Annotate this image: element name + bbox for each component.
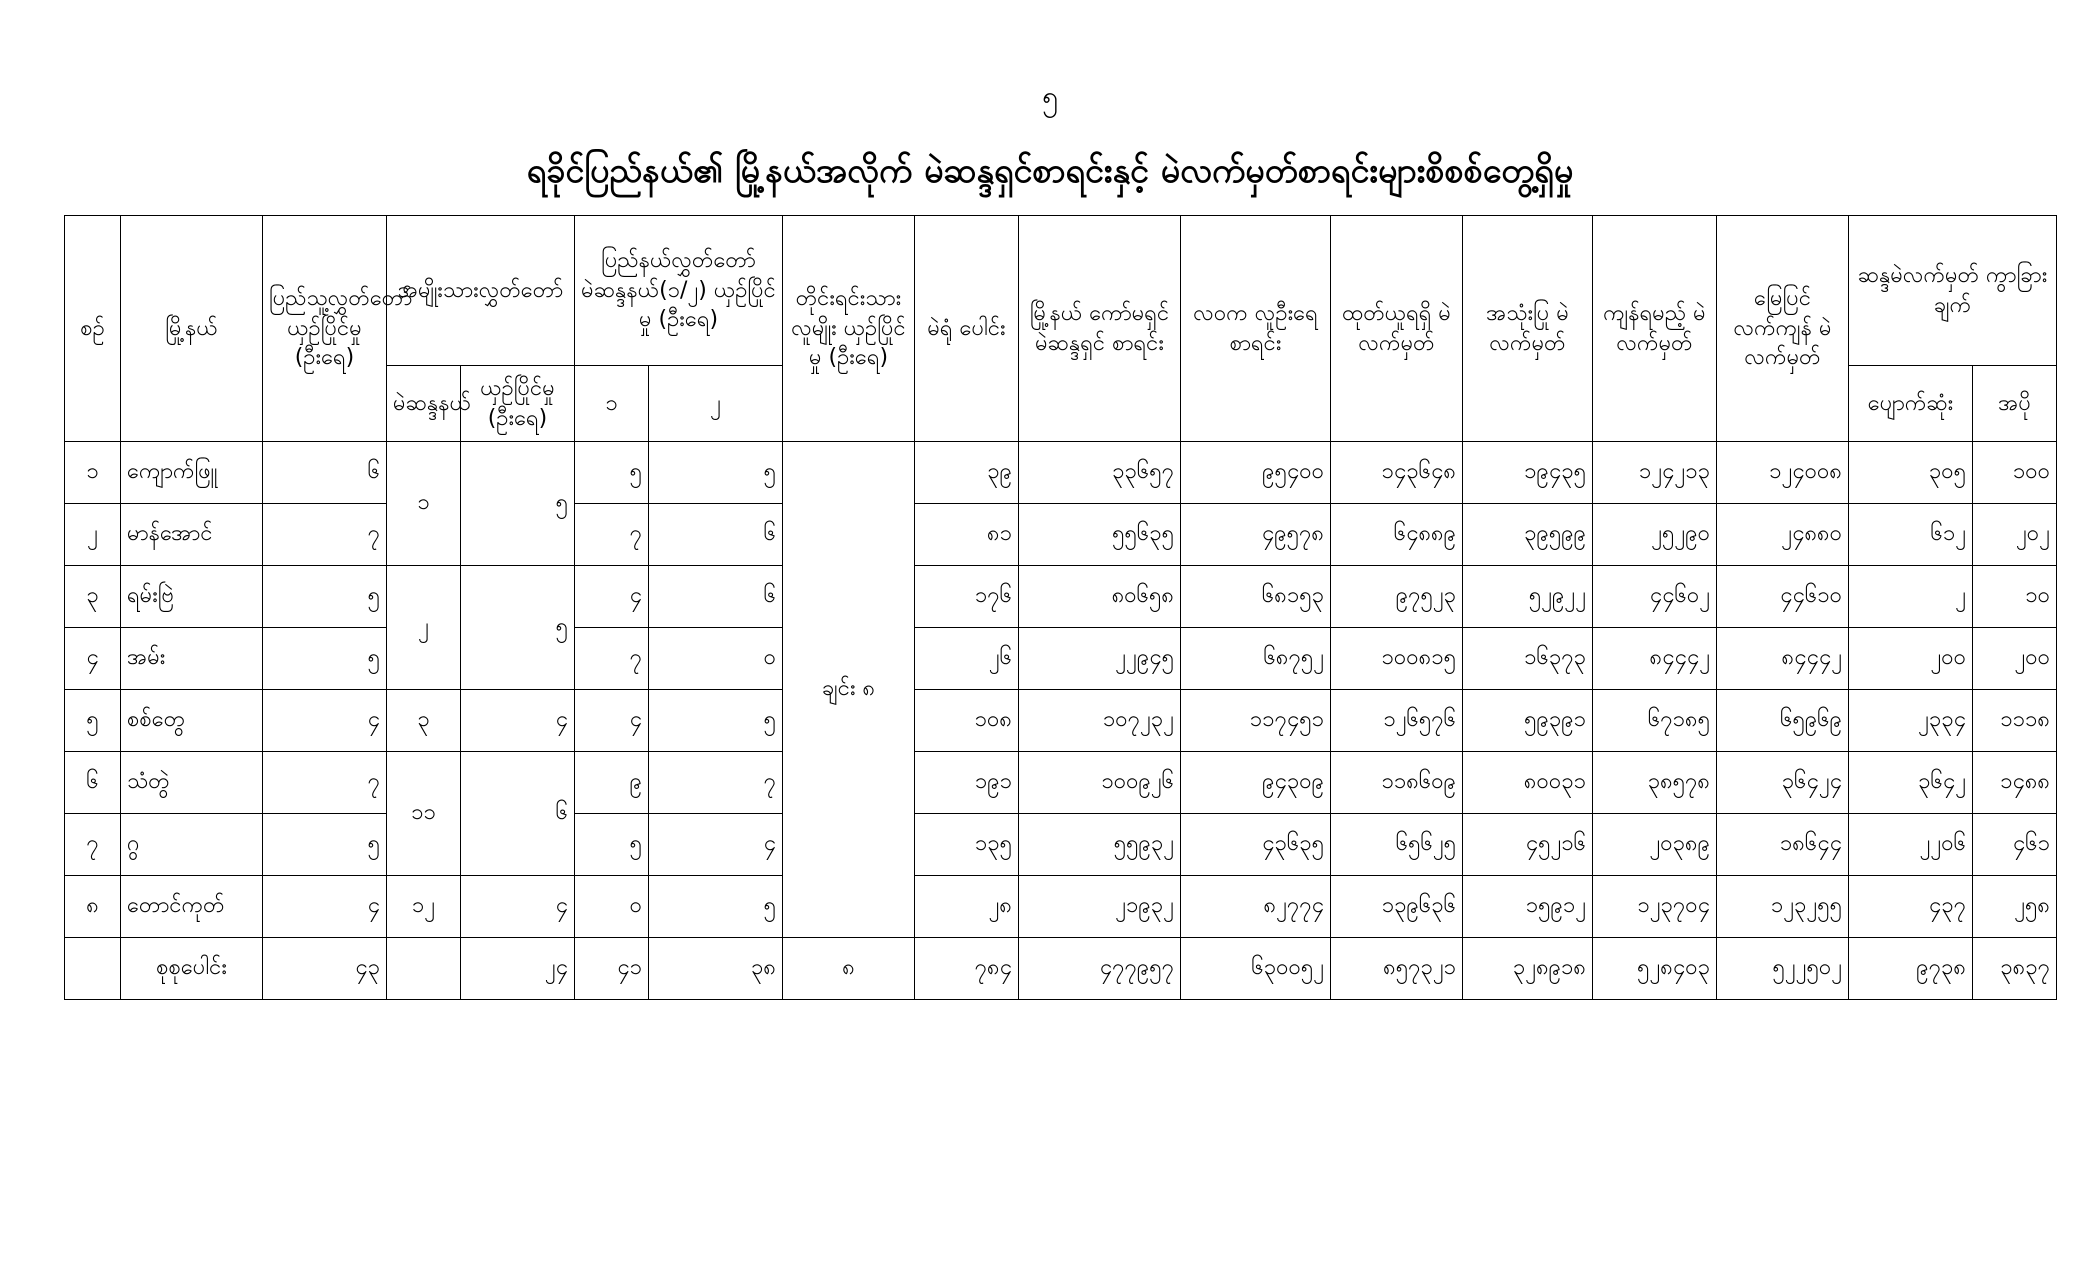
table-row (65, 690, 2057, 752)
table-row (65, 752, 2057, 814)
header-ethnic: တိုင်းရင်းသား လူမျိုး ယှဉ်ပြိုင်မှု (ဦးရေ) (783, 216, 915, 442)
cell-remaining: ၂၅၂၉၀ (1593, 504, 1717, 566)
table-row (65, 628, 2057, 690)
cell-population: ၄၉၅၇၈ (1181, 504, 1331, 566)
cell-amyotha-cand: ၄ (461, 876, 575, 938)
cell-pyithu: ၇ (263, 504, 387, 566)
cell-returned: ၃၆၄၂၄ (1717, 752, 1849, 814)
cell-voters: ၃၃၆၅၇ (1019, 442, 1181, 504)
cell-state-1: ၉ (575, 752, 649, 814)
cell-stations: ၁၉၁ (915, 752, 1019, 814)
cell-state-1: ၄ (575, 690, 649, 752)
cell-missing: ၂၂၀၆ (1849, 814, 1973, 876)
cell-voters: ၁၀၀၉၂၆ (1019, 752, 1181, 814)
cell-returned: ၁၈၆၄၄ (1717, 814, 1849, 876)
header-state: ပြည်နယ်လွှတ်တော် မဲဆန္ဒနယ်(၁/၂) ယှဉ်ပြိုင်မှု (ဦးရေ) (575, 216, 783, 366)
cell-extra: ၁၁၁၈ (1973, 690, 2057, 752)
header-population: လဝက လူဦးရေ စာရင်း (1181, 216, 1331, 442)
cell-issued: ၉၇၅၂၃ (1331, 566, 1463, 628)
cell-pyithu: ၇ (263, 752, 387, 814)
cell-returned: ၈၄၄၄၂ (1717, 628, 1849, 690)
cell-state-2: ၅ (649, 690, 783, 752)
cell-issued: ၁၀၀၈၁၅ (1331, 628, 1463, 690)
cell-township: ရမ်းဗြဲ (121, 566, 263, 628)
cell-state-2: ၀ (649, 628, 783, 690)
header-pyithu: ပြည်သူ့လွှတ်တော် ယှဉ်ပြိုင်မှု (ဦးရေ) (263, 216, 387, 442)
cell-amyotha-cand: ၅ (461, 442, 575, 566)
cell-population: ၆၈၁၅၃ (1181, 566, 1331, 628)
cell-state-1: ၇ (575, 628, 649, 690)
total-issued: ၈၅၇၃၂၁ (1331, 938, 1463, 1000)
cell-pyithu: ၄ (263, 690, 387, 752)
total-remaining: ၅၂၈၄၀၃ (1593, 938, 1717, 1000)
cell-remaining: ၆၇၁၈၅ (1593, 690, 1717, 752)
cell-pyithu: ၅ (263, 628, 387, 690)
total-stations: ၇၈၄ (915, 938, 1019, 1000)
cell-voters: ၈၀၆၅၈ (1019, 566, 1181, 628)
header-diff: ဆန္ဒမဲလက်မှတ် ကွာခြားချက် (1849, 216, 2057, 366)
total-voters: ၄၇၇၉၅၇ (1019, 938, 1181, 1000)
cell-voters: ၁၀၇၂၃၂ (1019, 690, 1181, 752)
cell-sr: ၈ (65, 876, 121, 938)
total-returned: ၅၂၂၅၀၂ (1717, 938, 1849, 1000)
header-state-1: ၁ (575, 366, 649, 442)
total-amyotha-const-empty (387, 938, 461, 1000)
total-pyithu: ၄၃ (263, 938, 387, 1000)
cell-amyotha-cand: ၅ (461, 566, 575, 690)
cell-extra: ၂၀၀ (1973, 628, 2057, 690)
cell-sr: ၁ (65, 442, 121, 504)
cell-issued: ၆၅၆၂၅ (1331, 814, 1463, 876)
cell-voters: ၂၂၉၄၅ (1019, 628, 1181, 690)
cell-extra: ၂၀၂ (1973, 504, 2057, 566)
total-extra: ၃၈၃၇ (1973, 938, 2057, 1000)
cell-stations: ၂၈ (915, 876, 1019, 938)
cell-missing: ၆၁၂ (1849, 504, 1973, 566)
cell-amyotha-cand: ၆ (461, 752, 575, 876)
cell-missing: ၂၃၃၄ (1849, 690, 1973, 752)
cell-pyithu: ၄ (263, 876, 387, 938)
cell-township: သံတွဲ (121, 752, 263, 814)
table-row (65, 566, 2057, 628)
total-population: ၆၃၀၀၅၂ (1181, 938, 1331, 1000)
header-township: မြို့နယ် (121, 216, 263, 442)
cell-stations: ၁၃၅ (915, 814, 1019, 876)
cell-used: ၄၅၂၁၆ (1463, 814, 1593, 876)
total-ethnic: ၈ (783, 938, 915, 1000)
cell-remaining: ၁၂၃၇၀၄ (1593, 876, 1717, 938)
cell-state-2: ၄ (649, 814, 783, 876)
cell-state-1: ၅ (575, 814, 649, 876)
cell-issued: ၁၄၃၆၄၈ (1331, 442, 1463, 504)
cell-pyithu: ၅ (263, 814, 387, 876)
cell-sr: ၆ (65, 752, 121, 814)
cell-population: ၁၁၇၄၅၁ (1181, 690, 1331, 752)
cell-returned: ၁၂၃၂၅၅ (1717, 876, 1849, 938)
cell-issued: ၁၃၉၆၃၆ (1331, 876, 1463, 938)
table-row (65, 876, 2057, 938)
total-amyotha-cand: ၂၄ (461, 938, 575, 1000)
cell-state-2: ၇ (649, 752, 783, 814)
table-row (65, 442, 2057, 504)
cell-sr: ၄ (65, 628, 121, 690)
cell-issued: ၆၄၈၈၉ (1331, 504, 1463, 566)
cell-sr: ၇ (65, 814, 121, 876)
document-title: ရခိုင်ပြည်နယ်၏ မြို့နယ်အလိုက် မဲဆန္ဒရှင်စာရင်းနှင့် မဲလက်မှတ်စာရင်းများစိစစ်တွေ့ရှိမှု (526, 151, 1574, 191)
cell-extra: ၁၀ (1973, 566, 2057, 628)
cell-township: မာန်အောင် (121, 504, 263, 566)
page-number: ၅ (1042, 80, 1058, 113)
header-used: အသုံးပြု မဲလက်မှတ် (1463, 216, 1593, 442)
cell-amyotha-const: ၂ (387, 566, 461, 690)
header-sr: စဉ် (65, 216, 121, 442)
cell-population: ၆၈၇၅၂ (1181, 628, 1331, 690)
cell-population: ၉၄၃၀၉ (1181, 752, 1331, 814)
cell-used: ၅၂၉၂၂ (1463, 566, 1593, 628)
cell-missing: ၃၀၅ (1849, 442, 1973, 504)
header-diff-extra: အပို (1973, 366, 2057, 442)
cell-extra: ၁၄၈၈ (1973, 752, 2057, 814)
cell-population: ၉၅၄၀၀ (1181, 442, 1331, 504)
table-row (65, 504, 2057, 566)
header-amyotha-cand: ယှဉ်ပြိုင်မှု (ဦးရေ) (461, 366, 575, 442)
cell-remaining: ၃၈၅၇၈ (1593, 752, 1717, 814)
cell-missing: ၂၀၀ (1849, 628, 1973, 690)
cell-population: ၈၂၇၇၄ (1181, 876, 1331, 938)
cell-amyotha-const: ၃ (387, 690, 461, 752)
cell-returned: ၄၄၆၁၀ (1717, 566, 1849, 628)
total-label: စုစုပေါင်း (121, 938, 263, 1000)
cell-used: ၃၉၅၉၉ (1463, 504, 1593, 566)
cell-amyotha-cand: ၄ (461, 690, 575, 752)
cell-amyotha-const: ၁ (387, 442, 461, 566)
cell-missing: ၃၆၄၂ (1849, 752, 1973, 814)
header-amyotha-const: မဲဆန္ဒနယ် (387, 366, 461, 442)
total-row (65, 938, 2057, 1000)
cell-township: ဂွ (121, 814, 263, 876)
header-stations: မဲရုံ ပေါင်း (915, 216, 1019, 442)
total-state-2: ၃၈ (649, 938, 783, 1000)
header-issued: ထုတ်ယူရရှိ မဲလက်မှတ် (1331, 216, 1463, 442)
total-state-1: ၄၁ (575, 938, 649, 1000)
total-used: ၃၂၈၉၁၈ (1463, 938, 1593, 1000)
header-diff-missing: ပျောက်ဆုံး (1849, 366, 1973, 442)
cell-missing: ၄၃၇ (1849, 876, 1973, 938)
cell-stations: ၃၉ (915, 442, 1019, 504)
cell-extra: ၁၀၀ (1973, 442, 2057, 504)
cell-township: ကျောက်ဖြူ (121, 442, 263, 504)
cell-stations: ၁၀၈ (915, 690, 1019, 752)
cell-issued: ၁၂၆၅၇၆ (1331, 690, 1463, 752)
cell-state-2: ၆ (649, 504, 783, 566)
cell-returned: ၁၂၄၀၀၈ (1717, 442, 1849, 504)
cell-state-1: ၄ (575, 566, 649, 628)
cell-pyithu: ၅ (263, 566, 387, 628)
cell-state-2: ၆ (649, 566, 783, 628)
cell-extra: ၄၆၁ (1973, 814, 2057, 876)
cell-voters: ၅၅၆၃၅ (1019, 504, 1181, 566)
cell-used: ၁၉၄၃၅ (1463, 442, 1593, 504)
cell-remaining: ၂၀၃၈၉ (1593, 814, 1717, 876)
cell-remaining: ၈၄၄၄၂ (1593, 628, 1717, 690)
cell-state-1: ၇ (575, 504, 649, 566)
cell-stations: ၁၇၆ (915, 566, 1019, 628)
cell-returned: ၆၅၉၆၉ (1717, 690, 1849, 752)
cell-ethnic: ချင်း ၈ (783, 442, 915, 938)
cell-township: တောင်ကုတ် (121, 876, 263, 938)
cell-state-2: ၅ (649, 442, 783, 504)
cell-missing: ၂ (1849, 566, 1973, 628)
total-missing: ၉၇၃၈ (1849, 938, 1973, 1000)
cell-population: ၄၃၆၃၅ (1181, 814, 1331, 876)
cell-used: ၁၅၉၁၂ (1463, 876, 1593, 938)
cell-remaining: ၁၂၄၂၁၃ (1593, 442, 1717, 504)
cell-township: စစ်တွေ (121, 690, 263, 752)
cell-sr: ၂ (65, 504, 121, 566)
cell-voters: ၅၅၉၃၂ (1019, 814, 1181, 876)
cell-voters: ၂၁၉၃၂ (1019, 876, 1181, 938)
cell-township: အမ်း (121, 628, 263, 690)
table-row (65, 814, 2057, 876)
cell-used: ၈၀၀၃၁ (1463, 752, 1593, 814)
cell-pyithu: ၆ (263, 442, 387, 504)
cell-remaining: ၄၄၆၀၂ (1593, 566, 1717, 628)
cell-used: ၁၆၃၇၃ (1463, 628, 1593, 690)
cell-stations: ၂၆ (915, 628, 1019, 690)
header-state-2: ၂ (649, 366, 783, 442)
election-summary-table (64, 215, 2057, 1000)
header-remaining: ကျန်ရမည့် မဲလက်မှတ် (1593, 216, 1717, 442)
cell-state-2: ၅ (649, 876, 783, 938)
cell-state-1: ၀ (575, 876, 649, 938)
header-amyotha: အမျိုးသားလွှတ်တော် (387, 216, 575, 366)
cell-sr: ၅ (65, 690, 121, 752)
cell-state-1: ၅ (575, 442, 649, 504)
cell-amyotha-const: ၁၁ (387, 752, 461, 876)
cell-issued: ၁၁၈၆၀၉ (1331, 752, 1463, 814)
header-voters: မြို့နယ် ကော်မရှင် မဲဆန္ဒရှင် စာရင်း (1019, 216, 1181, 442)
cell-sr: ၃ (65, 566, 121, 628)
cell-amyotha-const: ၁၂ (387, 876, 461, 938)
cell-sr-empty (65, 938, 121, 1000)
cell-used: ၅၉၃၉၁ (1463, 690, 1593, 752)
cell-extra: ၂၅၈ (1973, 876, 2057, 938)
header-returned: မြေပြင် လက်ကျန် မဲလက်မှတ် (1717, 216, 1849, 442)
cell-stations: ၈၁ (915, 504, 1019, 566)
cell-returned: ၂၄၈၈၀ (1717, 504, 1849, 566)
